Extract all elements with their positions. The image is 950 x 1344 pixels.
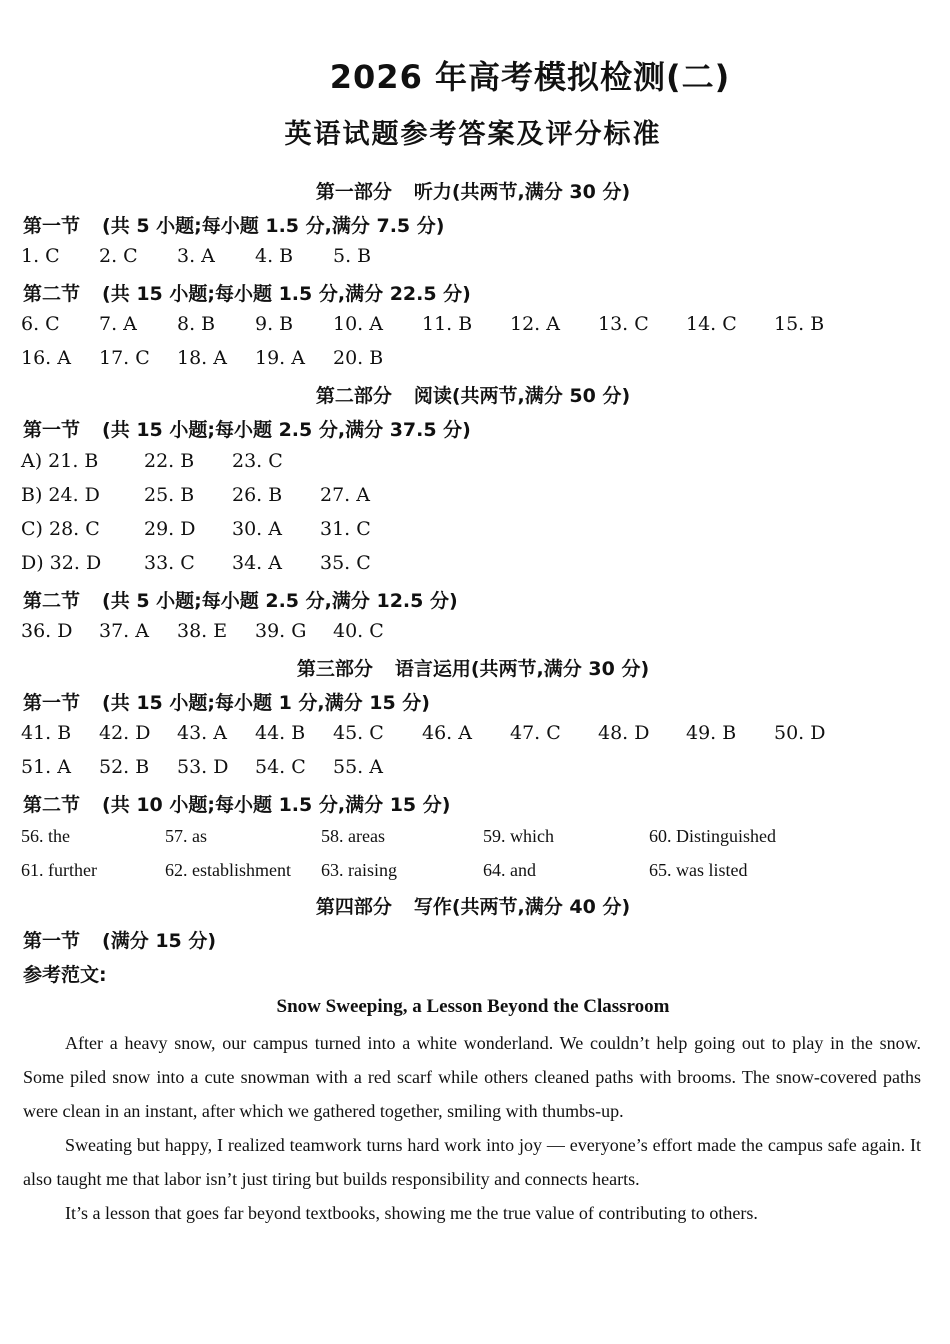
- answer-item: 1. C: [21, 245, 60, 267]
- section-label: 第一节: [23, 419, 81, 441]
- answer-item: 38. E: [177, 620, 228, 642]
- answer-item: D) 32. D: [21, 552, 102, 574]
- answer-item: 39. G: [255, 620, 307, 642]
- answer-item: 40. C: [333, 620, 384, 642]
- section-desc: (共 5 小题;每小题 1.5 分,满分 7.5 分): [102, 215, 445, 237]
- section-label: 第一节: [23, 930, 81, 952]
- answer-item: 15. B: [774, 313, 825, 335]
- section-heading-writing-1: [23, 926, 216, 953]
- part-heading-listening: [0, 177, 946, 204]
- answer-row: [0, 518, 950, 544]
- answer-item: 52. B: [99, 756, 150, 778]
- answer-item: 37. A: [99, 620, 149, 642]
- part-heading-writing: [0, 892, 946, 919]
- answer-row: [0, 826, 950, 852]
- answer-item: 23. C: [232, 450, 283, 472]
- part-desc: 语言运用(共两节,满分 30 分): [394, 658, 650, 680]
- part-desc: 听力(共两节,满分 30 分): [413, 181, 631, 203]
- answer-item: 59. which: [483, 826, 554, 846]
- answer-item: 9. B: [255, 313, 294, 335]
- answer-item: 17. C: [99, 347, 150, 369]
- answer-item: 56. the: [21, 826, 70, 846]
- answer-item: 61. further: [21, 860, 97, 880]
- part-name: 第三部分: [296, 658, 373, 680]
- answer-item: 64. and: [483, 860, 536, 880]
- section-heading-listening-1: [23, 211, 444, 238]
- answer-item: 51. A: [21, 756, 71, 778]
- answer-item: B) 24. D: [21, 484, 100, 506]
- answer-row: [0, 552, 950, 578]
- answer-item: 43. A: [177, 722, 227, 744]
- part-name: 第四部分: [315, 896, 392, 918]
- answer-item: 58. areas: [321, 826, 385, 846]
- essay-paragraph: It’s a lesson that goes far beyond textbooks, showing me the true value of contributing to others.: [65, 1203, 758, 1223]
- answer-item: 41. B: [21, 722, 72, 744]
- answer-item: 12. A: [510, 313, 560, 335]
- answer-item: 30. A: [232, 518, 282, 540]
- answer-item: 33. C: [144, 552, 195, 574]
- answer-item: 42. D: [99, 722, 151, 744]
- answer-item: C) 28. C: [21, 518, 100, 540]
- page-title: 2026 年高考模拟检测(二): [329, 58, 731, 96]
- answer-item: 16. A: [21, 347, 71, 369]
- section-label: 第二节: [23, 590, 81, 612]
- answer-item: 7. A: [99, 313, 137, 335]
- answer-item: 10. A: [333, 313, 383, 335]
- answer-item: 26. B: [232, 484, 283, 506]
- answer-item: 19. A: [255, 347, 305, 369]
- answer-item: 13. C: [598, 313, 649, 335]
- answer-item: 35. C: [320, 552, 371, 574]
- answer-item: 3. A: [177, 245, 215, 267]
- answer-item: 46. A: [422, 722, 472, 744]
- section-label: 第二节: [23, 283, 81, 305]
- answer-item: 54. C: [255, 756, 306, 778]
- essay-paragraph: After a heavy snow, our campus turned into a white wonderland. We couldn’t help going out to play in the snow. Some piled snow into a cute snowman with a red scarf while others cleaned paths with brooms. The snow-covered paths were clean in an instant, after which we gathered together, smiling with thumbs-up.: [23, 1033, 921, 1121]
- answer-item: A) 21. B: [21, 450, 99, 472]
- answer-item: 22. B: [144, 450, 195, 472]
- answer-item: 49. B: [686, 722, 737, 744]
- section-desc: (满分 15 分): [102, 930, 217, 952]
- part-desc: 写作(共两节,满分 40 分): [413, 896, 631, 918]
- section-desc: (共 5 小题;每小题 2.5 分,满分 12.5 分): [102, 590, 458, 612]
- section-desc: (共 15 小题;每小题 1 分,满分 15 分): [102, 692, 430, 714]
- section-heading-language-2: [23, 790, 450, 817]
- section-desc: (共 15 小题;每小题 1.5 分,满分 22.5 分): [102, 283, 471, 305]
- answer-row: [0, 245, 950, 271]
- sample-essay-label: 参考范文:: [23, 964, 107, 986]
- section-desc: (共 10 小题;每小题 1.5 分,满分 15 分): [102, 794, 451, 816]
- answer-item: 25. B: [144, 484, 195, 506]
- answer-item: 11. B: [422, 313, 473, 335]
- answer-row: [0, 860, 950, 886]
- sample-essay-title: Snow Sweeping, a Lesson Beyond the Classroom: [276, 996, 670, 1017]
- answer-item: 31. C: [320, 518, 371, 540]
- answer-item: 4. B: [255, 245, 294, 267]
- answer-item: 62. establishment: [165, 860, 291, 880]
- answer-item: 34. A: [232, 552, 282, 574]
- answer-item: 57. as: [165, 826, 207, 846]
- answer-item: 20. B: [333, 347, 384, 369]
- answer-item: 36. D: [21, 620, 73, 642]
- answer-item: 47. C: [510, 722, 561, 744]
- answer-row: [0, 756, 950, 782]
- part-heading-language: [0, 654, 946, 681]
- part-heading-reading: [0, 381, 946, 408]
- answer-row: [0, 347, 950, 373]
- answer-item: 65. was listed: [649, 860, 748, 880]
- sample-essay-body: [23, 1026, 921, 1230]
- answer-item: 8. B: [177, 313, 216, 335]
- answer-row: [0, 450, 950, 476]
- section-label: 第一节: [23, 215, 81, 237]
- answer-item: 18. A: [177, 347, 227, 369]
- answer-item: 50. D: [774, 722, 826, 744]
- section-heading-listening-2: [23, 279, 471, 306]
- answer-item: 53. D: [177, 756, 229, 778]
- answer-row: [0, 722, 950, 748]
- essay-paragraph: Sweating but happy, I realized teamwork turns hard work into joy — everyone’s effort made the campus safe again. It also taught me that labor isn’t just tiring but builds responsibility and connects hearts.: [23, 1135, 921, 1189]
- answer-row: [0, 484, 950, 510]
- section-label: 第二节: [23, 794, 81, 816]
- answer-item: 45. C: [333, 722, 384, 744]
- answer-item: 60. Distinguished: [649, 826, 777, 846]
- answer-item: 14. C: [686, 313, 737, 335]
- answer-item: 5. B: [333, 245, 372, 267]
- answer-item: 44. B: [255, 722, 306, 744]
- section-heading-reading-2: [23, 586, 458, 613]
- answer-item: 6. C: [21, 313, 60, 335]
- section-heading-language-1: [23, 688, 430, 715]
- answer-item: 2. C: [99, 245, 138, 267]
- part-desc: 阅读(共两节,满分 50 分): [413, 385, 631, 407]
- answer-item: 55. A: [333, 756, 383, 778]
- section-heading-reading-1: [23, 415, 471, 442]
- part-name: 第二部分: [315, 385, 392, 407]
- answer-row: [0, 620, 950, 646]
- section-label: 第一节: [23, 692, 81, 714]
- answer-item: 29. D: [144, 518, 196, 540]
- part-name: 第一部分: [315, 181, 392, 203]
- answer-item: 48. D: [598, 722, 650, 744]
- answer-row: [0, 313, 950, 339]
- section-desc: (共 15 小题;每小题 2.5 分,满分 37.5 分): [102, 419, 471, 441]
- answer-item: 27. A: [320, 484, 370, 506]
- answer-item: 63. raising: [321, 860, 397, 880]
- page-subtitle: 英语试题参考答案及评分标准: [284, 119, 662, 150]
